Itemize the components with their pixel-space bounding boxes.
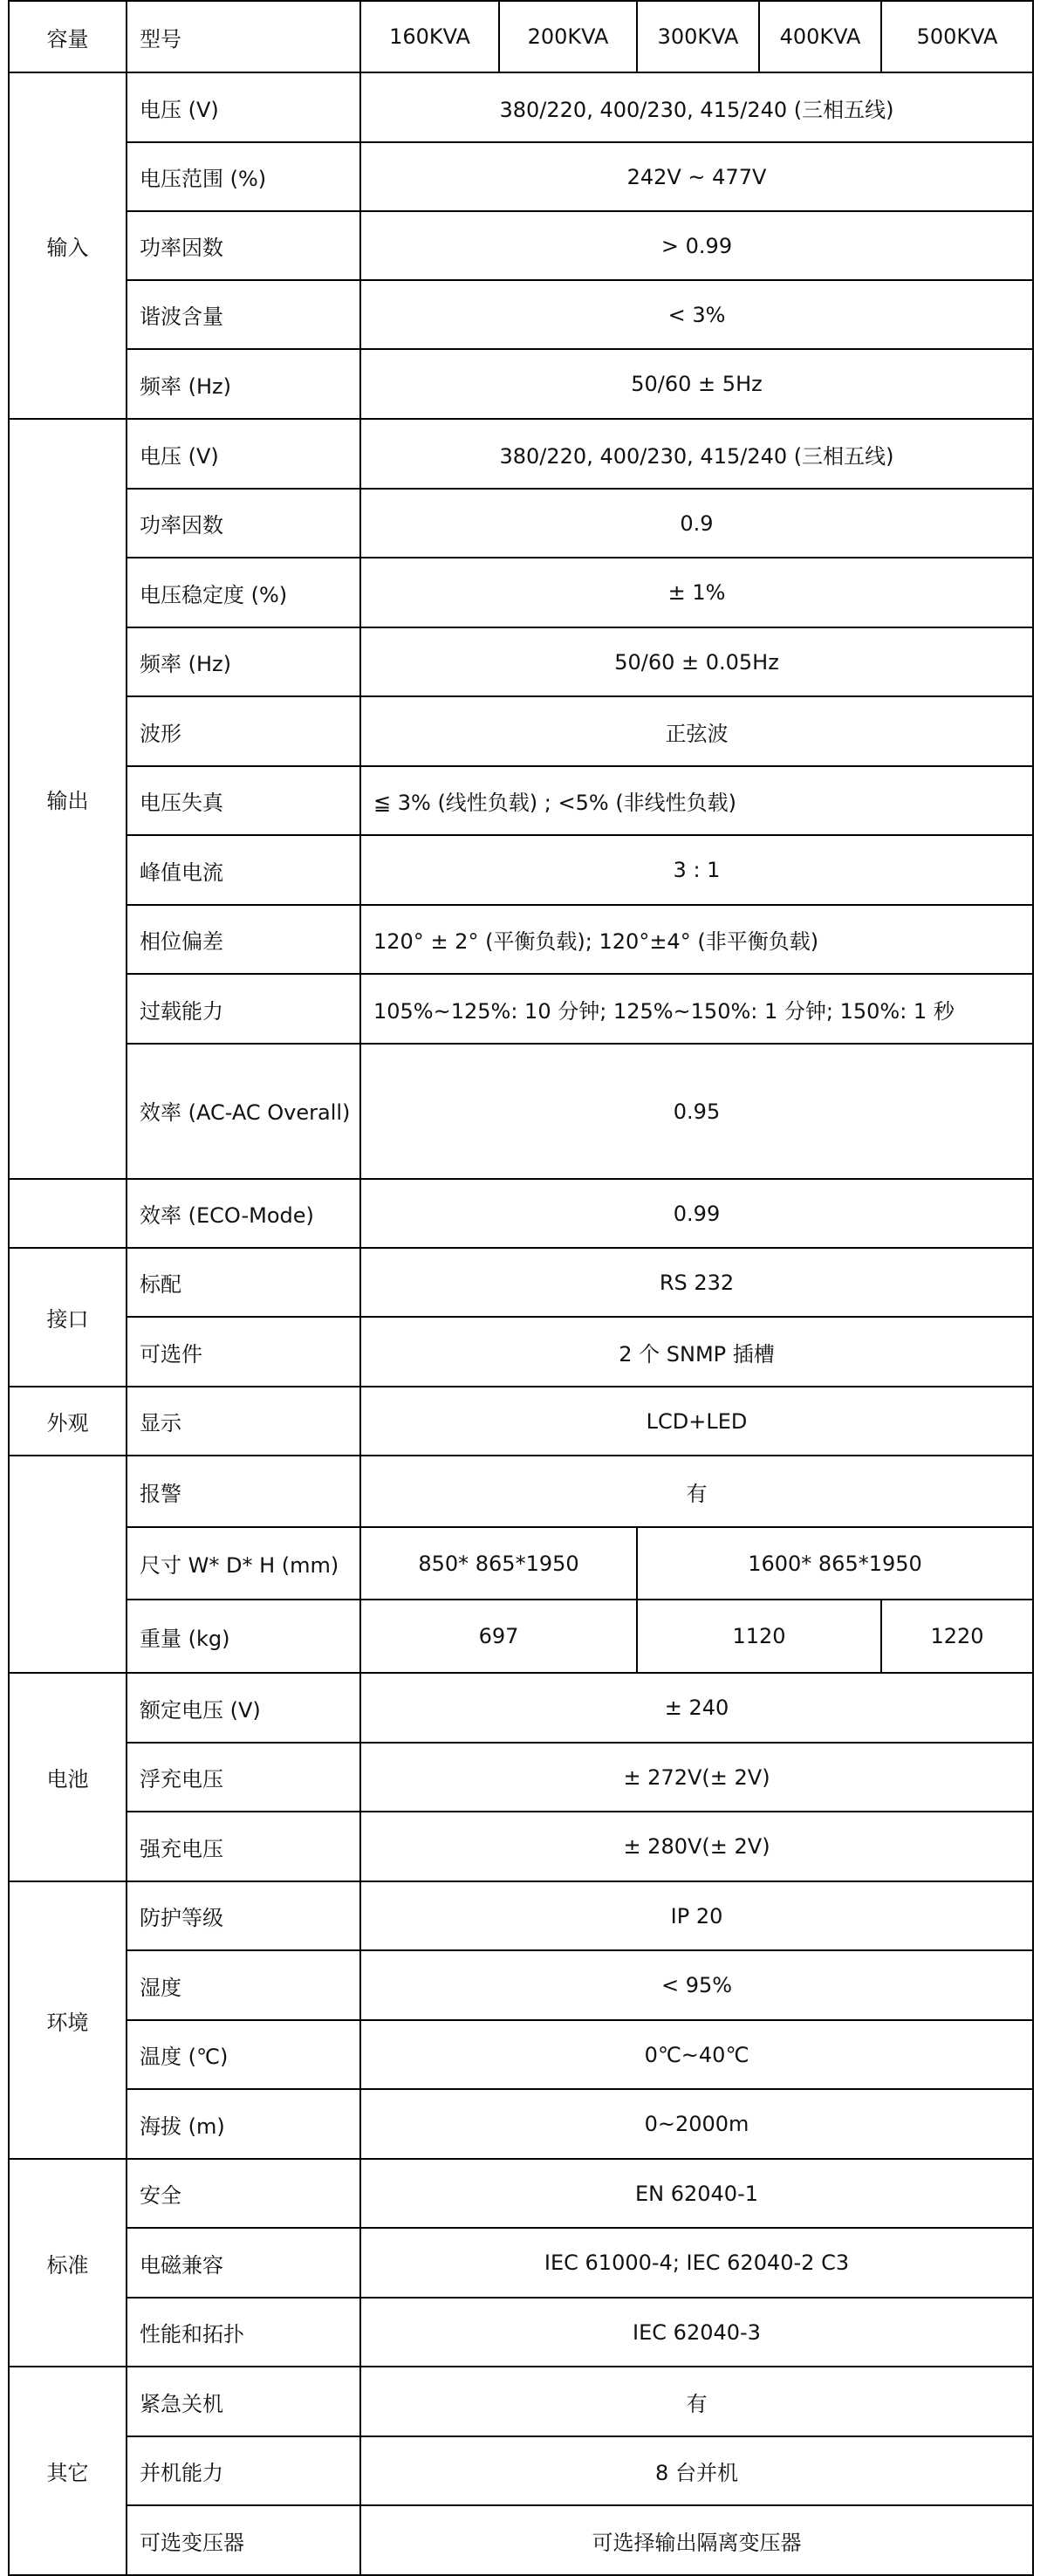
row-value: ≦ 3% (线性负载) ; <5% (非线性负载)	[360, 766, 1033, 835]
table-row	[9, 1527, 1033, 1600]
table-row	[9, 627, 1033, 696]
row-value: 8 台并机	[360, 2436, 1033, 2505]
group-battery: 电池	[9, 1673, 127, 1881]
model-300kva: 300KVA	[637, 1, 759, 72]
empty-group-cell	[9, 1179, 127, 1248]
model-160kva: 160KVA	[360, 1, 499, 72]
row-label: 可选件	[127, 1317, 360, 1387]
row-label: 报警	[127, 1456, 360, 1527]
row-value: 3 : 1	[360, 835, 1033, 905]
weight-value-2: 1120	[637, 1600, 881, 1673]
table-row	[9, 280, 1033, 349]
row-value: RS 232	[360, 1248, 1033, 1317]
row-value: IP 20	[360, 1881, 1033, 1950]
row-value: 有	[360, 1456, 1033, 1527]
row-value: < 95%	[360, 1950, 1033, 2020]
row-value: 50/60 ± 5Hz	[360, 349, 1033, 419]
row-value: 242V ~ 477V	[360, 142, 1033, 211]
group-standard: 标准	[9, 2159, 127, 2367]
table-row	[9, 1950, 1033, 2020]
row-value: 0℃~40℃	[360, 2020, 1033, 2089]
table-row	[9, 1044, 1033, 1179]
row-label: 效率 (ECO-Mode)	[127, 1179, 360, 1248]
capacity-header: 容量	[9, 1, 127, 72]
row-label: 峰值电流	[127, 835, 360, 905]
table-row	[9, 2505, 1033, 2575]
row-label: 电压 (V)	[127, 72, 360, 142]
size-value-large: 1600* 865*1950	[637, 1527, 1033, 1600]
row-label: 安全	[127, 2159, 360, 2228]
row-label: 电磁兼容	[127, 2228, 360, 2298]
model-200kva: 200KVA	[499, 1, 637, 72]
table-row	[9, 2020, 1033, 2089]
table-row	[9, 1248, 1033, 1317]
row-label: 显示	[127, 1387, 360, 1456]
row-value: < 3%	[360, 280, 1033, 349]
model-500kva: 500KVA	[881, 1, 1033, 72]
table-row	[9, 419, 1033, 489]
row-label: 频率 (Hz)	[127, 349, 360, 419]
row-value: ± 280V(± 2V)	[360, 1812, 1033, 1881]
table-row	[9, 489, 1033, 558]
table-row	[9, 1179, 1033, 1248]
group-environment: 环境	[9, 1881, 127, 2159]
header-row	[9, 1, 1033, 72]
row-label: 相位偏差	[127, 905, 360, 974]
row-value: 2 个 SNMP 插槽	[360, 1317, 1033, 1387]
table-row	[9, 1456, 1033, 1527]
row-label: 浮充电压	[127, 1743, 360, 1812]
row-value: LCD+LED	[360, 1387, 1033, 1456]
weight-value-3: 1220	[881, 1600, 1033, 1673]
row-value: 0~2000m	[360, 2089, 1033, 2159]
row-value: 105%~125%: 10 分钟; 125%~150%: 1 分钟; 150%: 1 秒	[360, 974, 1033, 1044]
row-label: 电压失真	[127, 766, 360, 835]
row-value: 120° ± 2° (平衡负载); 120°±4° (非平衡负载)	[360, 905, 1033, 974]
row-label: 强充电压	[127, 1812, 360, 1881]
model-header: 型号	[127, 1, 360, 72]
table-row	[9, 1881, 1033, 1950]
table-row	[9, 1743, 1033, 1812]
empty-group-cell	[9, 1456, 127, 1673]
row-value: 380/220, 400/230, 415/240 (三相五线)	[360, 419, 1033, 489]
row-label: 标配	[127, 1248, 360, 1317]
table-row	[9, 766, 1033, 835]
row-label: 电压范围 (%)	[127, 142, 360, 211]
table-row	[9, 211, 1033, 280]
row-value: 有	[360, 2367, 1033, 2436]
row-label: 海拔 (m)	[127, 2089, 360, 2159]
row-value: > 0.99	[360, 211, 1033, 280]
row-label: 频率 (Hz)	[127, 627, 360, 696]
row-label: 可选变压器	[127, 2505, 360, 2575]
row-label: 重量 (kg)	[127, 1600, 360, 1673]
model-400kva: 400KVA	[759, 1, 881, 72]
row-value: 380/220, 400/230, 415/240 (三相五线)	[360, 72, 1033, 142]
row-label: 过载能力	[127, 974, 360, 1044]
table-row	[9, 1317, 1033, 1387]
row-label: 尺寸 W* D* H (mm)	[127, 1527, 360, 1600]
table-row	[9, 835, 1033, 905]
row-value: 正弦波	[360, 696, 1033, 766]
group-appearance: 外观	[9, 1387, 127, 1456]
table-row	[9, 349, 1033, 419]
table-row	[9, 558, 1033, 627]
row-value: IEC 62040-3	[360, 2298, 1033, 2367]
table-row	[9, 1600, 1033, 1673]
size-value-small: 850* 865*1950	[360, 1527, 637, 1600]
row-label: 谐波含量	[127, 280, 360, 349]
row-label: 波形	[127, 696, 360, 766]
table-row	[9, 2298, 1033, 2367]
row-label: 湿度	[127, 1950, 360, 2020]
weight-value-1: 697	[360, 1600, 637, 1673]
table-row	[9, 905, 1033, 974]
row-label: 功率因数	[127, 489, 360, 558]
row-value: IEC 61000-4; IEC 62040-2 C3	[360, 2228, 1033, 2298]
row-label: 温度 (℃)	[127, 2020, 360, 2089]
spec-table	[8, 0, 1034, 2576]
row-value: 0.9	[360, 489, 1033, 558]
row-label: 电压稳定度 (%)	[127, 558, 360, 627]
table-row	[9, 2367, 1033, 2436]
row-label: 电压 (V)	[127, 419, 360, 489]
row-label: 效率 (AC-AC Overall)	[127, 1044, 360, 1179]
row-label: 功率因数	[127, 211, 360, 280]
table-row	[9, 1673, 1033, 1743]
table-row	[9, 1387, 1033, 1456]
row-label: 额定电压 (V)	[127, 1673, 360, 1743]
table-row	[9, 72, 1033, 142]
row-value: 0.95	[360, 1044, 1033, 1179]
group-input: 输入	[9, 72, 127, 419]
table-row	[9, 696, 1033, 766]
row-value: EN 62040-1	[360, 2159, 1033, 2228]
row-value: ± 272V(± 2V)	[360, 1743, 1033, 1812]
row-value: 0.99	[360, 1179, 1033, 1248]
group-other: 其它	[9, 2367, 127, 2575]
table-row	[9, 2089, 1033, 2159]
table-row	[9, 974, 1033, 1044]
row-value: 可选择输出隔离变压器	[360, 2505, 1033, 2575]
table-row	[9, 142, 1033, 211]
row-label: 紧急关机	[127, 2367, 360, 2436]
row-value: 50/60 ± 0.05Hz	[360, 627, 1033, 696]
row-label: 防护等级	[127, 1881, 360, 1950]
table-row	[9, 2159, 1033, 2228]
row-label: 并机能力	[127, 2436, 360, 2505]
group-interface: 接口	[9, 1248, 127, 1387]
row-value: ± 240	[360, 1673, 1033, 1743]
table-row	[9, 2228, 1033, 2298]
table-row	[9, 1812, 1033, 1881]
row-label: 性能和拓扑	[127, 2298, 360, 2367]
group-output: 输出	[9, 419, 127, 1179]
row-value: ± 1%	[360, 558, 1033, 627]
table-row	[9, 2436, 1033, 2505]
